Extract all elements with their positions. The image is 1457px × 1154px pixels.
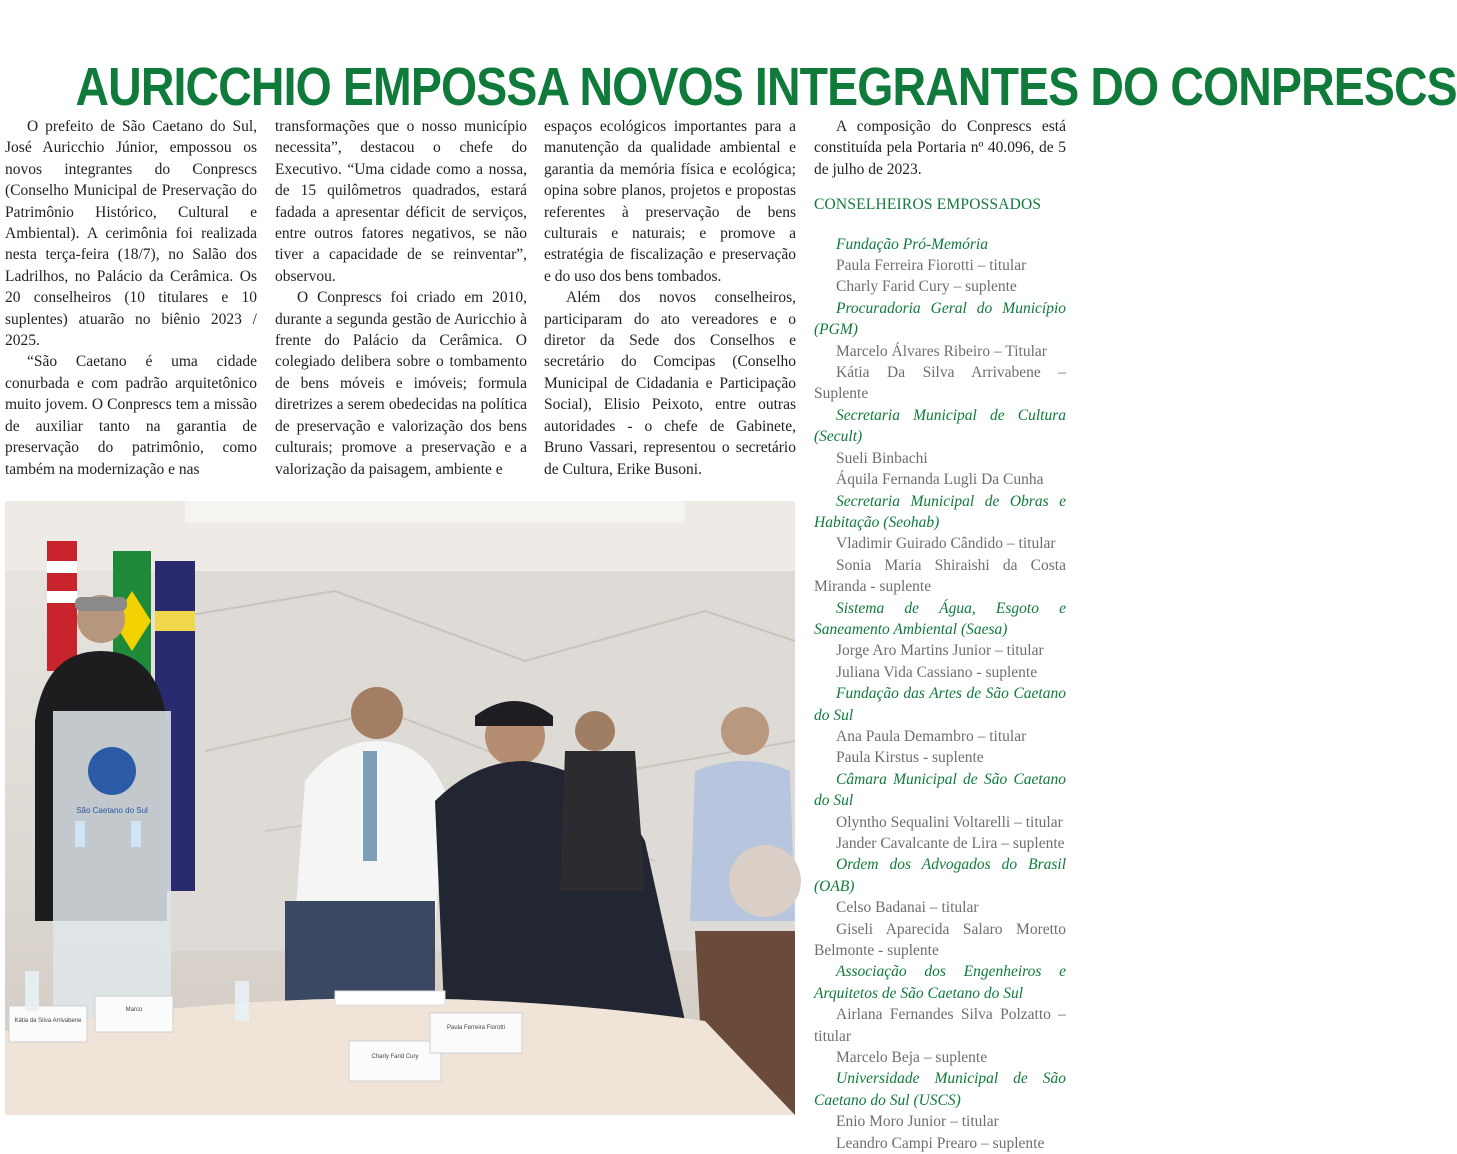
council-member: Airlana Fernandes Silva Polzatto – titular — [814, 1006, 1066, 1045]
council-organization: Secretaria Municipal de Cultura (Secult) — [814, 406, 1066, 446]
council-member: Jorge Aro Martins Junior – titular — [836, 642, 1044, 660]
ceremony-photo-illustration — [5, 501, 795, 1115]
paragraph: transformações que o nosso município necessita”, destacou o chefe do Executivo. “Uma cidade como a nossa, de 15 quilômetros quadrados, estará fadada a apresentar déficit de serviços, entre outros fatores negativos, se não tiver a capacidade de se reinventar”, observou. — [275, 118, 527, 285]
council-member: Jander Cavalcante de Lira – suplente — [836, 835, 1065, 852]
council-member: Leandro Campi Prearo – suplente — [836, 1134, 1045, 1152]
paragraph: espaços ecológicos importantes para a manutenção da qualidade ambiental e garantia da memória física e ecológica; opina sobre planos, projetos e propostas referentes à preservação de bens culturais e naturais; e promove a estratégia de fiscalização e preservação e do uso dos bens tombados. — [544, 118, 796, 285]
flag-icon — [47, 541, 77, 671]
placard-text: Marco — [125, 1007, 143, 1013]
council-organization: Procuradoria Geral do Município (PGM) — [814, 299, 1066, 339]
council-member: Marcelo Álvares Ribeiro – Titular — [836, 342, 1047, 360]
council-organization: Fundação das Artes de São Caetano do Sul — [814, 685, 1066, 724]
council-member: Áquila Fernanda Lugli Da Cunha — [836, 471, 1044, 489]
council-member: Vladimir Guirado Cândido – titular — [836, 535, 1056, 553]
council-member: Sonia Maria Shiraishi da Costa Miranda - suplente — [814, 556, 1066, 596]
council-member: Giseli Aparecida Salaro Moretto Belmonte - suplente — [814, 920, 1066, 960]
council-member: Sueli Binbachi — [836, 449, 928, 467]
council-member: Charly Farid Cury – suplente — [836, 278, 1017, 296]
lectern-text: São Caetano do Sul — [76, 806, 148, 815]
article-column-1 — [5, 116, 257, 480]
council-member: Kátia Da Silva Arrivabene – Suplente — [814, 364, 1066, 403]
placard-text: Charly Farid Cury — [371, 1054, 419, 1060]
ceremony-photo — [5, 501, 795, 1115]
composition-intro: A composição do Conprescs está constituída pela Portaria nº 40.096, de 5 de julho de 2023. — [814, 118, 1066, 178]
council-member: Juliana Vida Cassiano - suplente — [836, 663, 1038, 681]
council-member: Celso Badanai – titular — [836, 899, 979, 917]
paragraph: Além dos novos conselheiros, participaram do ato vereadores e o diretor da Sede dos Conselhos e secretário do Comcipas (Conselho Municipal de Cidadania e Participação Social), Elisio Peixoto, entre outras autoridades - o chefe de Gabinete, Bruno Vassari, representou o secretário de Cultura, Erike Busoni. — [544, 289, 796, 478]
council-organization: Sistema de Água, Esgoto e Saneamento Ambiental (Saesa) — [814, 599, 1066, 638]
council-member: Enio Moro Junior – titular — [836, 1113, 999, 1131]
council-organization: Câmara Municipal de São Caetano do Sul — [814, 770, 1066, 810]
council-organization: Secretaria Municipal de Obras e Habitação (Seohab) — [814, 492, 1066, 531]
placard-text: Paula Ferreira Fiorotti — [446, 1025, 506, 1031]
headline: AURICCHIO EMPOSSA NOVOS INTEGRANTES DO CONPRESCS — [75, 57, 1457, 118]
article-column-2 — [275, 116, 527, 480]
paragraph: “São Caetano é uma cidade conurbada e com padrão arquitetônico muito jovem. O Conprescs tem a missão de auxiliar tanto na garantia de preservação do patrimônio, como também na modernização e nas — [5, 353, 257, 478]
paragraph: O Conprescs foi criado em 2010, durante a segunda gestão de Auricchio à frente do Palácio da Cerâmica. O colegiado delibera sobre o tombamento de bens móveis e imóveis; formula diretrizes a serem obedecidas na política de preservação e valorização dos bens culturais; promove a preservação e a valorização da paisagem, ambiente e — [275, 289, 527, 478]
council-organization: Fundação Pró-Memória — [836, 235, 988, 253]
placard-text: Kátia da Silva Arrivabene — [14, 1018, 82, 1024]
council-organization: Universidade Municipal de São Caetano do Sul (USCS) — [814, 1070, 1066, 1109]
council-organization: Associação dos Engenheiros e Arquitetos de São Caetano do Sul — [814, 963, 1066, 1002]
paragraph: O prefeito de São Caetano do Sul, José Auricchio Júnior, empossou os novos integrantes do Conprescs (Conselho Municipal de Preservação do Patrimônio Histórico, Cultural e Ambiental). A cerimônia foi realizada nesta terça-feira (18/7), no Salão dos Ladrilhos, no Palácio da Cerâmica. Os 20 conselheiros (10 titulares e 10 suplentes) atuarão no biênio 2023 / 2025. — [5, 118, 257, 350]
council-organization: Ordem dos Advogados do Brasil (OAB) — [814, 856, 1066, 895]
council-member: Marcelo Beja – suplente — [836, 1049, 988, 1067]
council-member: Ana Paula Demambro – titular — [836, 727, 1027, 745]
article-column-3 — [544, 116, 796, 480]
section-title: CONSELHEIROS EMPOSSADOS — [814, 196, 1042, 214]
council-member: Paula Kirstus - suplente — [836, 749, 984, 767]
council-member: Paula Ferreira Fiorotti – titular — [836, 257, 1027, 275]
council-member: Olyntho Sequalini Voltarelli – titular — [836, 813, 1063, 831]
council-groups — [814, 234, 1066, 1154]
council-members-column — [814, 116, 1066, 1154]
